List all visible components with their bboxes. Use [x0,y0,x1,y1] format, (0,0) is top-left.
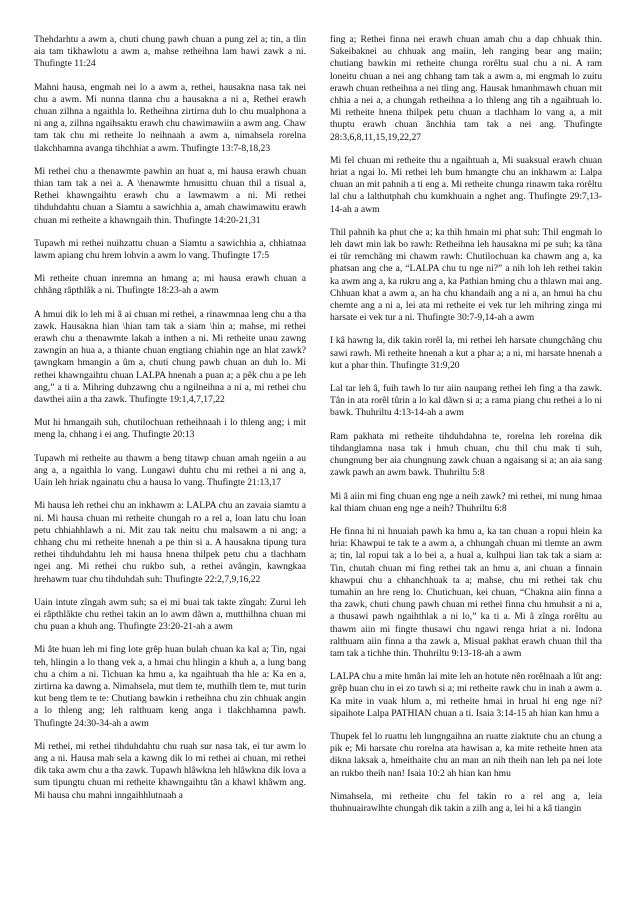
paragraph: Mi rethei, mi rethei tihduhdahtu chu ruah sur nasa tak, ei tur awm lo ang a ni. Hausa mah sela a kawng dik lo mi rethei ai chuan, mi rethei dik taka awm chu a tha zawk. Tupawh hlâwkna leh hlâwkna dik lova a sum tipungtu chuan mi retheite khawngaihtu tân a khawl khâwm ang. Mi hausa chu mahni inngaihhlutnaah a [34,740,306,801]
paragraph: Mi hausa leh rethei chu an inkhawm a: LALPA chu an zavaia siamtu a ni. Mi hausa chuan mi retheite chungah ro a rel a, loan latu chu loan petu chhiahhlawh a ni. Mit zau tak neitu chu malsawm a ni ang; a chhang chu mi retheite hnenah a pe thin si a. A hausakna tipung tura rethei tihduhdahtu leh mi hausa hnena thilpek petu chu a tlachham ngei ang. Mi rethei chu rukbo suh, a rethei avângin, kawngkaa hrehawm tuar chu tihduhdah suh: Thufingte 22:2,7,9,16,22 [34,500,306,585]
paragraph: Thupek fel lo ruattu leh lungngaihna an ruatte ziaktute chu an chung a pik e; Mi harsate chu rorelna ata hawisan a, ka mite retheite hnen ata dikna laksak a, hmeithaite chu an man an nih theih nan leh pa nei lote an rukbo theih nan! Isaia 10:2 ah hian kan hmu [330,730,602,779]
paragraph: Uain intute zîngah awm suh; sa ei mi buai tak takte zîngah: Zurui leh ei râpthlãkte chu rethei takin an lo awm dãwn a, mutthilhna chuan mi chu puan a khuh ang. Thufingte 23:20-21-ah a awm [34,596,306,633]
paragraph: Nimahsela, mi retheite chu fel takin ro a rel ang a, leia thuhnuairawlhte chungah dik takin a zilh ang a, lei hi a kâ tiangin [330,790,602,814]
paragraph: Thehdarhtu a awm a, chuti chung pawh chuan a pung zel a; tin, a tlin aia tam tikhawlotu a awm a, mahse retheihna lam hawi zawk a ni. Thufingte 11:24 [34,34,306,70]
paragraph: Mi â aiin mi fing chuan eng nge a neih zawk? mi rethei, mi nung hmaa kal thiam chuan eng nge a neih? Thuhriltu 6:8 [330,490,602,514]
paragraph: Tupawh mi retheite au thawm a beng titawp chuan amah ngeiin a au ang a, a ngaithla lo vang. Lungawi duhtu chu mi rethei a ni ang a, Uain leh hriak ngainatu chu a hausa lo vang. Thufingte 21:13,17 [34,452,306,489]
paragraph: He finna hi ni hnuaiah pawh ka hmu a, ka tan chuan a ropui hlein ka hria: Khawpui te tak te a awm a, a chhungah chuan mi tlemte an awm a; tin, lal ropui tak a lo bei a, a hual a, kulhpui lian tak tak a siam a: Tin, chutah chuan mi fing rethei tak an hmu a, ani chuan a finnain khawpui chu a chhanchhuak ta a; mahse, chu mi rethei tak chu tumahin an hre reng lo. Chutichuan, kei chuan, “Chakna aiin finna a tha zawk, chuti chung pawh chuan mi rethei finna chu hmuhsit a ni a, a thusawi pawh ngaihthlak a ni lo,” ka ti a. Mi â zînga rorêltu au thawm aiin mi fingte thusawi chu ngawi renga hriat a ni. Indona ralthuam aiin finna a tha zawk a, Misual pakhat erawh chuan thil tha tam tak a tichhe thin. Thuhriltu 9:13-18-ah a awm [330,525,602,659]
paragraph: Lal tar leh â, fuih tawh lo tur aiin naupang rethei leh fing a tha zawk. Tân in ata rorêl tûrin a lo kal dãwn si a; a rama piang chu rethei a lo ni bawk. Thuhriltu 4:13-14-ah a awm [330,383,602,419]
paragraph: Thil pahnih ka phut che a; ka thih hmain mi phat suh: Thil engmah lo leh dawt min lak bo rawh: Retheihna leh hausakna mi pe suh; ka tãna ei tûr remchãng mi chawm rawh: Chutilochuan ka chawm ang a, ka phatsan ang che a, “LALPA chu tu nge ni?” a nih loh leh rethei takin ka awm ang a, ka rukru ang a, ka Pathian hming chu a thlawn mai ang. Chhuan khat a awm a, an ha chu khandaih ang a ni a, an hmui ha chu chemte ang a ni a, lei ata mi retheite ei vek tur leh mihring zinga mi harsate ei vek tur a ni. Thufingte 30:7-9,14-ah a awm [330,226,602,324]
paragraph: Mi âte huan leh mi fing lote grêp huan bulah chuan ka kal a; Tin, ngai teh, hlingin a lo thang vek a, a hmai chu hlingin a khuh a, a lung bang chu a chim a ni. Tichuan ka hmu a, ka ngaihtuah tha hle a: Ka en a, zirtirna ka dawng a. Nimahsela, mut tlem te, muthilh tlem te, mut turin kut beng tlem te te: Chutiang bawkin i retheihna chu zin chhuak angin a lo thleng ang; leh ralthuam keng anga i tlakchhamna pawh. Thufingte 24:30-34-ah a awm [34,644,306,729]
paragraph: Tupawh mi rethei nuihzattu chuan a Siamtu a sawichhia a, chhiatnaa lawm apiang chu hrem lohvin a awm lo vang. Thufingte 17:5 [34,237,306,262]
right-column [330,34,602,894]
paragraph: A hmui dik lo leh mi â ai chuan mi rethei, a rinawmnaa leng chu a tha zawk. Hausakna hian \hian tam tak a siam \hin a; mahse, mi rethei erawh chu a thenawmte lakah a inthen a ni. Mi retheite unau zawng zawngin an hua a, a thiante chuan engtiang chiahin nge an hlat zawk? ţawngkam hmangin a ûm a, chuti chung pawh chuan an duh lo. Mi rethei khawngaihtu chuan LALPA hnenah a puan a; a pêk chu a pe leh ang,” a ti a. Mihring duhzawng chu a ngilneihna a ni a, mi rethei chu dawthei aiin a tha zawk. Thufingte 19:1,4,7,17,22 [34,308,306,406]
paragraph: Mi retheite chuan inremna an hmang a; mi hausa erawh chuan a chhãng râpthlãk a ni. Thufingte 18:23-ah a awm [34,273,306,297]
paragraph: Ram pakhata mi retheite tihduhdahna te, rorelna leh rorelna dik tihdanglamna nasa tak i hmuh chuan, chu thil chu mak ti suh, chungnung ber aia chungnung zawk chuan a ngaisang si a; an aia sang zawk pawh an awm bawk. Thuhriltu 5:8 [330,430,602,479]
left-column [34,34,306,894]
paragraph: LALPA chu a mite hmân lai mite leh an hotute nên rorêlnaah a lût ang: grêp huan chu in ei zo tawh si a; mi retheite rawk chu in inah a awm a. Ka mite in vuak hlum a, mi retheite hmai in hrual hi eng nge ni? sipaihote Lalpa PATHIAN chuan a ti. Isaia 3:14-15 ah hian kan hmu a [330,671,602,719]
paragraph: Mahni hausa, engmah nei lo a awm a, rethei, hausakna nasa tak nei chu a awm. Mi nunna tlanna chu a hausakna a ni a, Rethei erawh chuan zilhna a ngaithla lo. Retheihna zirtirna duh lo chu mualphona a ni ang a, zilhna ngaihsaktu erawh chu chawimawiin a awm ang. Chaw tam tak chu mi retheite lo neihnaah a awm a, nimahsela rorelna tlakchhamna avanga tihchhiat a awm. Thufingte 13:7-8,18,23 [34,81,306,154]
paragraph: I kâ hawng la, dik takin rorêl la, mi rethei leh harsate chungchãng chu sawi rawh. Mi retheite hnenah a kut a phar a; a ni, mi harsate hnenah a kut a phar thin. Thufingte 31:9,20 [330,335,602,371]
paragraph: fing a; Rethei finna nei erawh chuan amah chu a dap chhuak thin. Sakeibaknei au chhuak ang maiin, leh ranging bear ang maiin; chutiang bawkin mi retheite chunga rorêltu sual chu a ni. A ram loneitu chuan a nei ang chhang tam tak a awm a, mi engmah lo zuitu erawh chuan retheihna a nei tling ang. Hausak hmanhmawh chuan mit chhia a nei a, a chungah retheihna a lo thleng ang tih a ngaihtuah lo. Mi retheite hnena thilpek petu chuan a tlachham lo vang a, a mit thuptu erawh chuan ânchhia tam tak a nei ang. Thufingte 28:3,6,8,11,15,19,22,27 [330,34,602,143]
paragraph: Mi rethei chu a thenawmte pawhin an huat a, mi hausa erawh chuan thian tam tak a nei a. A \henawmte hmusittu chuan thil a tisual a, Rethei khawngaihtu erawh chu a lawmawm a ni. Mi rethei tihduhdahtu chuan a Siamtu a sawichhia a, amah chawimawitu erawh chuan mi retheite a khawngaih thin. Thufingte 14:20-21,31 [34,165,306,226]
paragraph: Mi fel chuan mi retheite thu a ngaihtuah a, Mi suaksual erawh chuan hriat a ngai lo. Mi rethei leh bum hmangte chu an inkhawm a: Lalpa chuan an mit pahnih a ti eng a. Mi retheite chunga rinawm taka rorêltu lal chu a lalthutphah chu kumkhuain a nghet ang. Thufingte 29:7,13-14-ah a awm [330,154,602,215]
paragraph: Mut hi hmangaih suh, chutilochuan retheihnaah i lo thleng ang; i mit meng la, chhang i ei ang. Thufingte 20:13 [34,417,306,441]
